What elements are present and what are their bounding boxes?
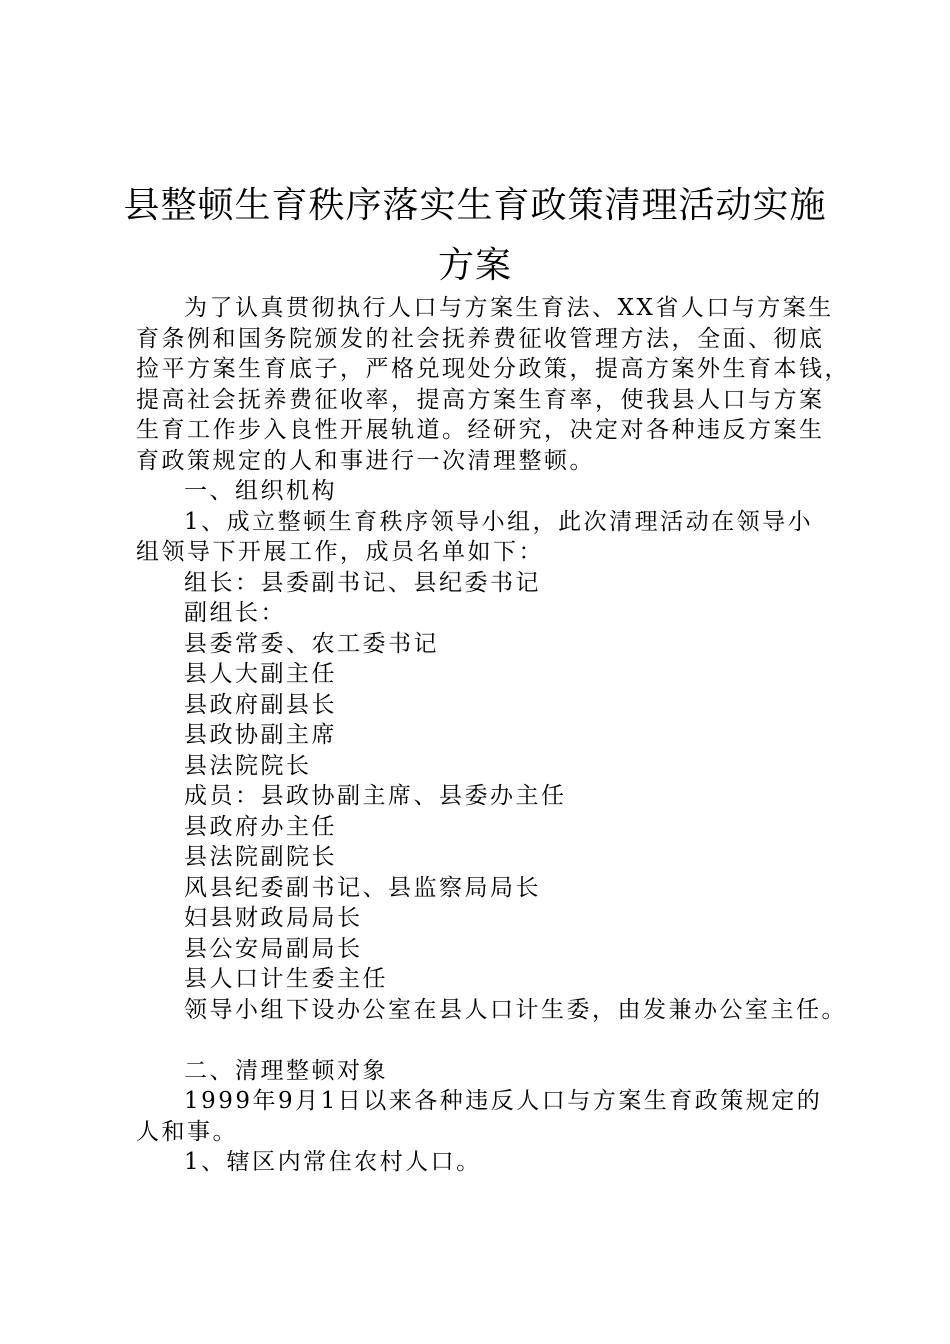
- text-line: 县政府副县长: [184, 691, 337, 718]
- text-line: 为了认真贯彻执行人口与方案生育法、XX省人口与方案生: [184, 295, 834, 321]
- text-line: 育条例和国务院颁发的社会抚养费征收管理方法，全面、彻底: [136, 325, 825, 352]
- text-line: 领导小组下设办公室在县人口计生委，由发兼办公室主任。: [184, 996, 847, 1023]
- text-line: 人和事。: [136, 1118, 238, 1145]
- text-line: 1、辖区内常住农村人口。: [184, 1149, 482, 1175]
- text-line: 提高社会抚养费征收率，提高方案生育率，使我县人口与方案: [136, 386, 825, 413]
- text-line: 县人大副主任: [184, 661, 337, 687]
- text-line: 县委常委、农工委书记: [184, 630, 439, 657]
- text-line: 县法院副院长: [184, 844, 337, 870]
- text-line: 县法院院长: [184, 752, 312, 779]
- text-line: 生育工作步入良性开展轨道。经研究，决定对各种违反方案生: [136, 417, 825, 443]
- text-line: 二、清理整顿对象: [184, 1057, 388, 1084]
- text-line: 县政协副主席: [184, 722, 337, 748]
- document-title-line-2: 方案: [437, 245, 512, 286]
- text-line: 捡平方案生育底子，严格兑现处分政策，提高方案外生育本钱，: [136, 356, 850, 382]
- blank-line: [136, 1025, 836, 1056]
- text-line: 1999年9月1日以来各种违反人口与方案生育政策规定的: [184, 1088, 823, 1114]
- text-line: 县政府办主任: [184, 813, 337, 840]
- text-line: 组领导下开展工作，成员名单如下：: [136, 539, 544, 565]
- text-line: 组长：县委副书记、县纪委书记: [184, 569, 541, 596]
- text-line: 一、组织机构: [184, 478, 337, 504]
- document-title-line-1: 县整顿生育秩序落实生育政策清理活动实施: [123, 185, 827, 226]
- text-line: 妇县财政局局长: [184, 905, 363, 931]
- text-line: 1、成立整顿生育秩序领导小组，此次清理活动在领导小: [184, 508, 814, 535]
- text-line: 县公安局副局长: [184, 935, 363, 962]
- text-line: 成员：县政协副主席、县委办主任: [184, 783, 567, 809]
- document-body: [136, 293, 850, 1178]
- text-line: 副组长：: [184, 600, 286, 626]
- text-line: 育政策规定的人和事进行一次清理整顿。: [136, 447, 595, 474]
- text-line: 风县纪委副书记、县监察局局长: [184, 874, 541, 901]
- text-line: 县人口计生委主任: [184, 966, 388, 992]
